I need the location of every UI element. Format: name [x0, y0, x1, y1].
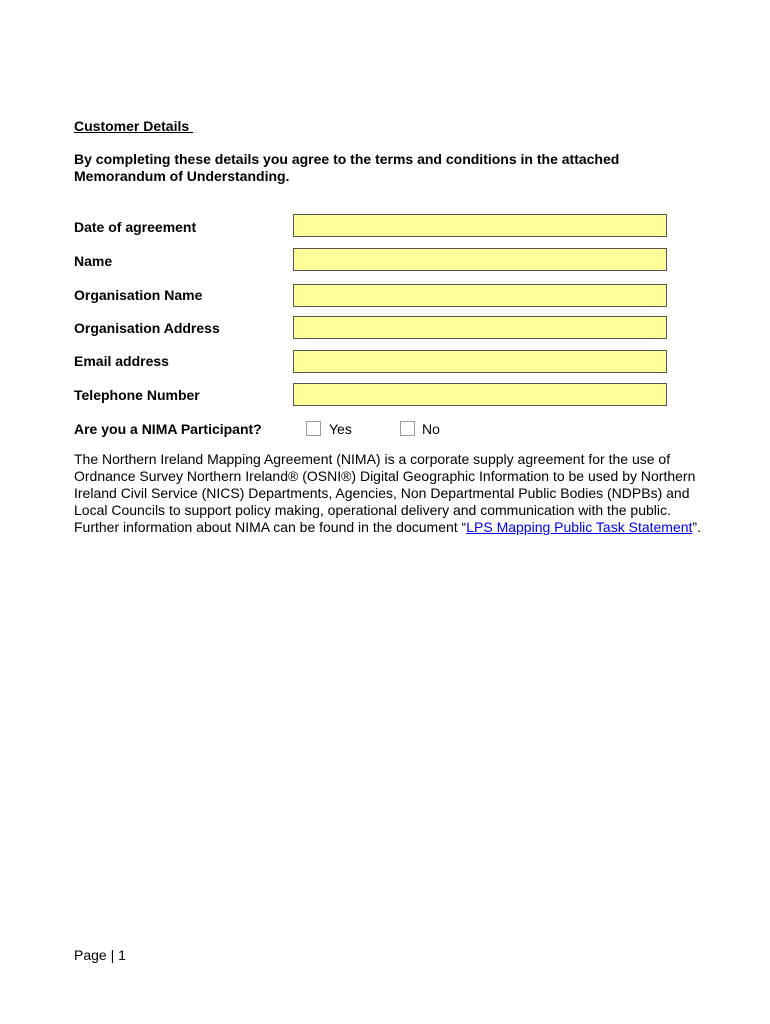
label-name: Name — [74, 253, 113, 269]
organisation-name-input[interactable] — [293, 284, 667, 307]
nima-description — [74, 451, 714, 536]
section-title: Customer Details — [74, 118, 194, 134]
no-checkbox[interactable] — [400, 421, 415, 436]
no-label: No — [422, 421, 440, 437]
email-address-input[interactable] — [293, 350, 667, 373]
lps-mapping-link[interactable]: LPS Mapping Public Task Statement — [466, 519, 693, 535]
name-input[interactable] — [293, 248, 667, 271]
yes-label: Yes — [329, 421, 352, 437]
page-number: Page | 1 — [74, 947, 126, 963]
label-organisation-name: Organisation Name — [74, 287, 203, 303]
date-of-agreement-input[interactable] — [293, 214, 667, 237]
organisation-address-input[interactable] — [293, 316, 667, 339]
label-telephone-number: Telephone Number — [74, 387, 200, 403]
label-email-address: Email address — [74, 353, 169, 369]
nima-question-label: Are you a NIMA Participant? — [74, 421, 262, 437]
intro-text: By completing these details you agree to the terms and conditions in the attached Memorandum of Understanding. — [74, 151, 620, 184]
nima-description-text: The Northern Ireland Mapping Agreement (NIMA) is a corporate supply agreement for the use of Ordnance Survey Northern Ireland® (OSNI®) Digital Geographic Information to be used by Northern Ireland Civil Service (NICS) Departments, Agencies, Non Departmental Public Bodies (NDPBs) and Local Councils to support policy making, operational delivery and communication with the public. Further information about NIMA can be found in the document “ — [74, 451, 696, 535]
nima-description-end: ”. — [692, 519, 701, 535]
label-date-of-agreement: Date of agreement — [74, 219, 197, 235]
telephone-number-input[interactable] — [293, 383, 667, 406]
yes-checkbox[interactable] — [306, 421, 321, 436]
label-organisation-address: Organisation Address — [74, 320, 220, 336]
